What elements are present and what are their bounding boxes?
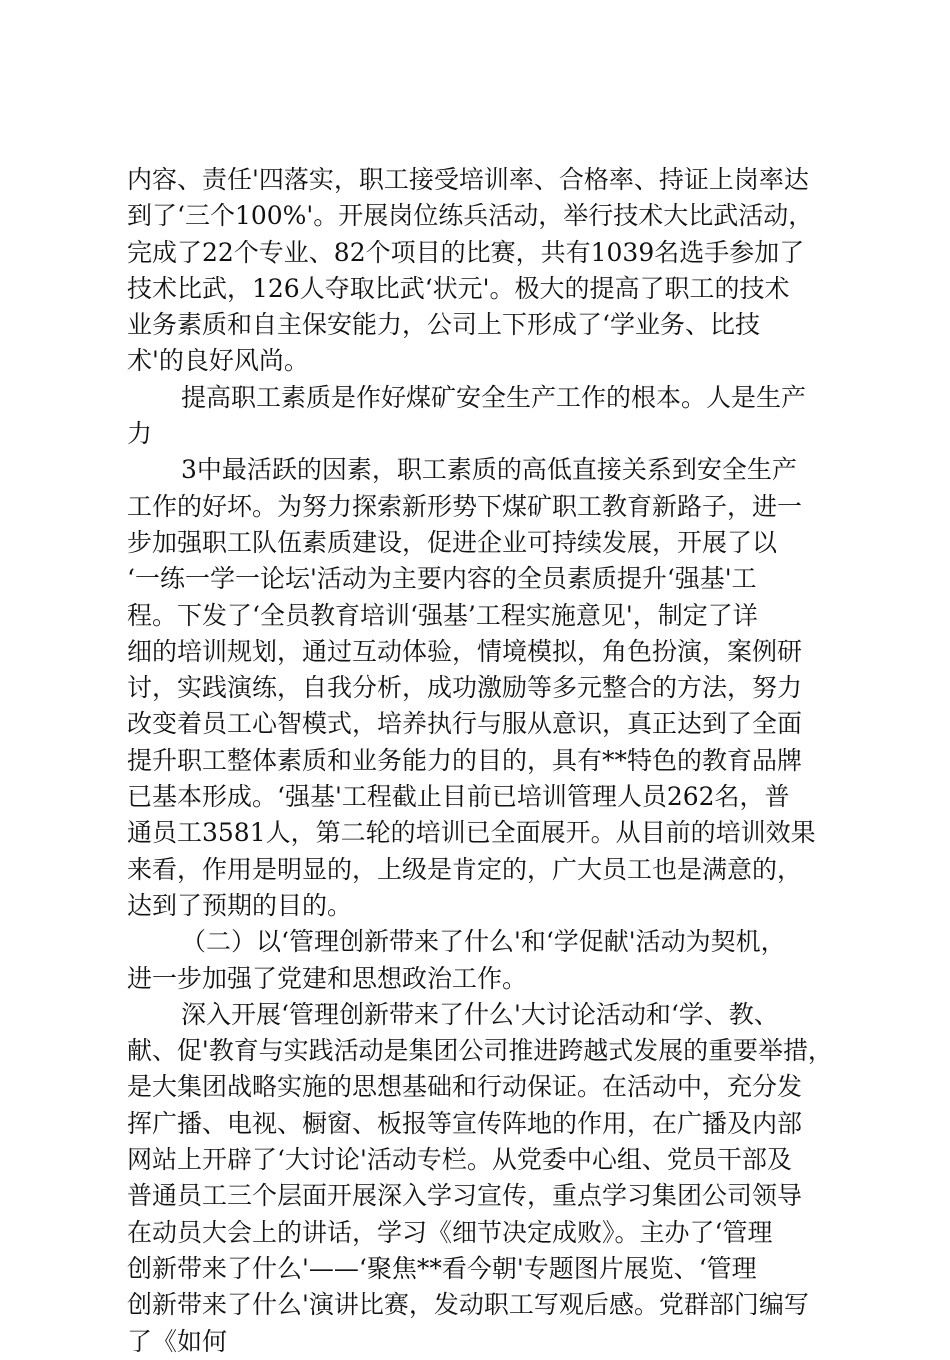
text-line: 献、促'教育与实践活动是集团公司推进跨越式发展的重要举措， [127, 1036, 833, 1066]
text-line: 业务素质和自主保安能力，公司上下形成了‘学业务、比技 [127, 310, 760, 340]
text-line: （二）以‘管理创新带来了什么'和‘学促献'活动为契机， [181, 927, 786, 957]
text-line: 深入开展‘管理创新带来了什么'大讨论活动和‘学、教、 [181, 999, 779, 1029]
text-line: ‘一练一学一论坛'活动为主要内容的全员素质提升‘强基'工 [127, 564, 757, 594]
text-line: 力 [127, 419, 153, 449]
text-line: 达到了预期的目的。 [127, 890, 353, 920]
text-line: 技术比武，126人夺取比武‘状元'。极大的提高了职工的技术 [127, 273, 790, 303]
text-line: 术'的良好风尚。 [127, 346, 309, 376]
text-line: 创新带来了什么'——‘聚焦**看今朝'专题图片展览、‘管理 [127, 1253, 757, 1283]
text-line: 创新带来了什么'演讲比赛，发动职工写观后感。党群部门编写 [127, 1290, 809, 1320]
text-line: 内容、责任'四落实，职工接受培训率、合格率、持证上岗率达 [127, 165, 809, 194]
text-line: 讨，实践演练，自我分析，成功激励等多元整合的方法，努力 [127, 673, 803, 703]
text-line: 了《如何 [127, 1326, 228, 1356]
text-line: 完成了22个专业、82个项目的比赛，共有1039名选手参加了 [127, 237, 805, 267]
text-line: 是大集团战略实施的思想基础和行动保证。在活动中，充分发 [127, 1072, 803, 1102]
text-line: 已基本形成。‘强基'工程截止目前已培训管理人员262名，普 [127, 782, 790, 812]
text-line: 网站上开辟了‘大讨论'活动专栏。从党委中心组、党员干部及 [127, 1145, 792, 1175]
text-line: 改变着员工心智模式，培养执行与服从意识，真正达到了全面 [127, 709, 803, 739]
text-line: 程。下发了‘全员教育培训‘强基’工程实施意见'，制定了详 [127, 600, 758, 630]
text-line: 通员工3581人，第二轮的培训已全面展开。从目前的培训效果 [127, 818, 816, 848]
text-line: 来看，作用是明显的，上级是肯定的，广大员工也是满意的， [127, 854, 803, 884]
text-line: 挥广播、电视、橱窗、板报等宣传阵地的作用，在广播及内部 [127, 1108, 803, 1138]
text-line: 步加强职工队伍素质建设，促进企业可持续发展，开展了以 [127, 527, 778, 557]
text-line: 到了‘三个100%'。开展岗位练兵活动，举行技术大比武活动， [127, 201, 814, 231]
text-line: 3中最活跃的因素，职工素质的高低直接关系到安全生产 [181, 455, 797, 485]
text-line: 在动员大会上的讲话，学习《细节决定成败》。主办了‘管理 [127, 1217, 773, 1247]
text-line: 普通员工三个层面开展深入学习宣传，重点学习集团公司领导 [127, 1181, 803, 1211]
text-line: 进一步加强了党建和思想政治工作。 [127, 963, 528, 993]
document-body [127, 162, 833, 1360]
text-line: 提升职工整体素质和业务能力的目的，具有**特色的教育品牌 [127, 745, 803, 775]
text-line: 细的培训规划，通过互动体验，情境模拟，角色扮演，案例研 [127, 636, 803, 666]
text-line: 工作的好坏。为努力探索新形势下煤矿职工教育新路子，进一 [127, 491, 803, 521]
text-line: 提高职工素质是作好煤矿安全生产工作的根本。人是生产 [181, 382, 807, 412]
